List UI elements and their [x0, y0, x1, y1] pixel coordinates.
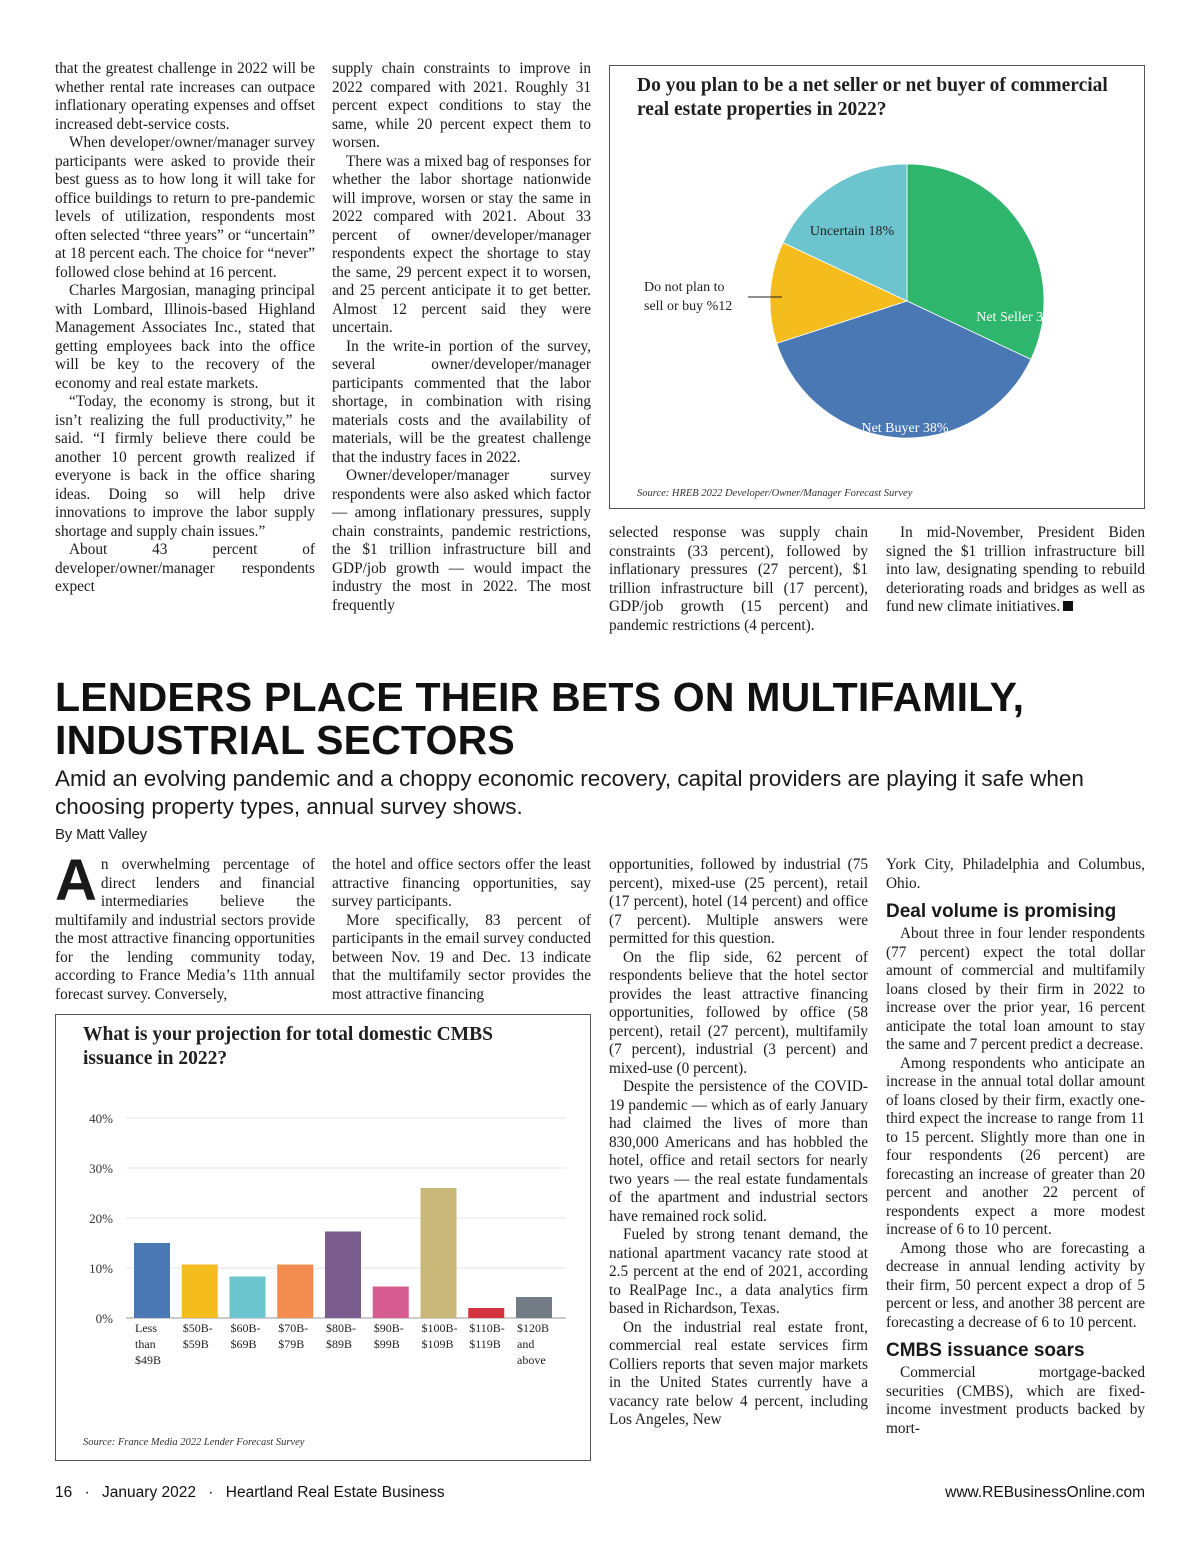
paragraph: Despite the persistence of the COVID-19 pandemic — which as of early January had claimed the lives of more than 830,000 Americans and has hobbled the hotel, office and retail sectors for nearly two years — the real estate fundamentals of the apartment and industrial sectors have remained rock solid.	[609, 1078, 868, 1225]
x-tick-label: $70B-$79B	[278, 1321, 309, 1351]
pie-chart	[610, 66, 1146, 486]
x-tick-label: $50B-$59B	[182, 1321, 213, 1351]
top-column-1	[55, 60, 315, 597]
paragraph: Among those who are forecasting a decrease in annual lending activity by their firm, 50 percent expect a drop of 5 percent or less, and another 38 percent are forecasting a decrease of 6 to 10 percent.	[886, 1239, 1145, 1331]
footer-separator: ·	[208, 1484, 214, 1501]
bar	[468, 1308, 504, 1318]
paragraph: selected response was supply chain constraints (33 percent), followed by inflationary pressures (27 percent), $1 trillion infrastructure bill (17 percent), GDP/job growth (15 percent) and pandemic restrictions (4 percent).	[609, 524, 868, 634]
bar	[325, 1232, 361, 1319]
pie-chart-source: Source: HREB 2022 Developer/Owner/Manager Forecast Survey	[637, 488, 913, 499]
x-tick-label: $120B and above	[517, 1321, 550, 1367]
subhead-deal-volume: Deal volume is promising	[886, 901, 1117, 922]
article-column-1	[55, 848, 315, 1004]
paragraph: supply chain constraints to improve in 2022 compared with 2021. Roughly 31 percent expect conditions to stay the same, while 20 percent expect them to worsen.	[332, 60, 591, 151]
y-tick-label: 40%	[89, 1111, 113, 1126]
bar	[230, 1277, 266, 1319]
bar-chart-source: Source: France Media 2022 Lender Forecast Survey	[83, 1437, 305, 1448]
paragraph: opportunities, followed by industrial (75 percent), mixed-use (25 percent), retail (17 percent), hotel (14 percent) and office (7 percent). Multiple answers were permitted for this question.	[609, 856, 868, 947]
paragraph-text: In mid-November, President Biden signed the $1 trillion infrastructure bill into law, designating spending to rebuild deteriorating roads and bridges as well as fund new climate initiatives.	[886, 524, 1145, 615]
end-mark-icon	[1063, 601, 1073, 611]
x-tick-label: Less than $49B	[135, 1321, 162, 1367]
paragraph: Commercial mortgage-backed securities (CMBS), which are fixed-income investment products backed by mort-	[886, 1364, 1145, 1437]
paragraph: the hotel and office sectors offer the least attractive financing opportunities, say survey participants.	[332, 856, 591, 910]
paragraph: that the greatest challenge in 2022 will be whether rental rate increases can outpace inflationary operating expenses and offset increased debt-service costs.	[55, 60, 315, 133]
y-tick-label: 0%	[95, 1311, 113, 1326]
paragraph	[886, 524, 1145, 617]
x-tick-label: $110B-$119B	[469, 1321, 505, 1351]
byline: By Matt Valley	[55, 826, 147, 843]
headline	[55, 676, 1155, 762]
paragraph	[55, 848, 315, 1004]
paragraph: When developer/owner/manager survey participants were asked to provide their best guess as to how long it will take for office buildings to return to pre-pandemic levels of utilization, respondents most often selected “three years” or “uncertain” at 18 percent each. The choice for “never” followed close behind at 16 percent.	[55, 134, 315, 281]
pie-chart-box	[609, 65, 1145, 509]
bar	[373, 1287, 409, 1319]
paragraph: York City, Philadelphia and Columbus, Ohio.	[886, 856, 1145, 892]
y-tick-label: 20%	[89, 1211, 113, 1226]
pie-label-net-seller: Net Seller 32%	[976, 310, 1062, 325]
y-tick-label: 10%	[89, 1261, 113, 1276]
deck: Amid an evolving pandemic and a choppy economic recovery, capital providers are playing it safe when choosing property types, annual survey shows.	[55, 766, 1084, 819]
paragraph: On the industrial real estate front, commercial real estate services firm Colliers reports that seven major markets in the United States currently have a vacancy rate below 4 percent, including Los Angeles, New	[609, 1318, 868, 1428]
article-column-4	[886, 856, 1145, 1438]
paragraph: About 43 percent of developer/owner/manager respondents expect	[55, 541, 315, 595]
paragraph: Fueled by strong tenant demand, the national apartment vacancy rate stood at 2.5 percent at the end of 2021, according to RealPage Inc., a data analytics firm based in Richardson, Texas.	[609, 1226, 868, 1317]
bar	[277, 1265, 313, 1319]
page-number: 16	[55, 1484, 73, 1501]
paragraph: There was a mixed bag of responses for whether the labor shortage nationwide will improve, worsen or stay the same in 2022 compared with 2021. About 33 percent of owner/developer/manager respondents expect the shortage to stay the same, 29 percent expect it to worsen, and 25 percent anticipate it to get better. Almost 12 percent said they were uncertain.	[332, 152, 591, 336]
bar	[516, 1297, 552, 1318]
x-tick-label: $60B-$69B	[230, 1321, 261, 1351]
headline-line-1: LENDERS PLACE THEIR BETS ON MULTIFAMILY,	[55, 674, 1025, 720]
paragraph: “Today, the economy is strong, but it isn’t realizing the full productivity,” he said. “I firmly believe there could be another 10 percent growth realized if everyone is back in the office sharing ideas. Doing so will help drive innovations to improve the labor supply shortage and supply chain issues.”	[55, 393, 315, 540]
pie-callout-line-2: sell or buy %12	[644, 299, 733, 314]
pie-label-net-buyer: Net Buyer 38%	[861, 421, 949, 436]
article-column-3	[609, 856, 868, 1430]
headline-line-2: INDUSTRIAL SECTORS	[55, 717, 515, 763]
top-column-4	[886, 524, 1145, 617]
pie-chart-title: Do you plan to be a net seller or net buyer of commercial real estate properties in 2022?	[637, 75, 1108, 120]
paragraph: About three in four lender respondents (77 percent) expect the total dollar amount of commercial and multifamily loans closed by their firm in 2022 to increase over the prior year, 16 percent anticipate the total loan amount to stay the same and 7 percent predict a decrease.	[886, 925, 1145, 1053]
paragraph: In the write-in portion of the survey, several owner/developer/manager participants commented that the labor shortage, in combination with rising materials costs and the availability of materials, will be the greatest challenge that the industry faces in 2022.	[332, 337, 591, 466]
paragraph: Charles Margosian, managing principal with Lombard, Illinois-based Highland Management Associates Inc., stated that getting employees back into the office will be key to the recovery of the economy and real estate markets.	[55, 282, 315, 392]
paragraph: Among respondents who anticipate an increase in the annual total dollar amount of loans closed by their firm, exactly one-third expect the increase to range from 11 to 15 percent. Slightly more than one in four respondents (26 percent) are forecasting an increase of greater than 20 percent and another 22 percent of respondents expect a more modest increase of 6 to 10 percent.	[886, 1054, 1145, 1238]
bar	[134, 1243, 170, 1318]
x-tick-label: $80B-$89B	[326, 1321, 356, 1351]
bar-chart	[56, 1015, 592, 1415]
article-column-2	[332, 856, 591, 1004]
bar-chart-title: What is your projection for total domestic CMBS issuance in 2022?	[83, 1024, 494, 1069]
bar	[421, 1188, 457, 1318]
bar-chart-box	[55, 1014, 591, 1461]
y-tick-label: 30%	[89, 1161, 113, 1176]
website-link[interactable]: www.REBusinessOnline.com	[945, 1484, 1145, 1501]
footer-separator: ·	[84, 1484, 90, 1501]
footer-left	[55, 1484, 445, 1502]
subhead-cmbs: CMBS issuance soars	[886, 1340, 1085, 1361]
top-column-2	[332, 60, 591, 615]
issue-date: January 2022	[102, 1484, 196, 1501]
x-tick-label: $90B-$99B	[373, 1321, 404, 1351]
paragraph-text: n overwhelming percentage of direct lenders and financial intermediaries believe the multifamily and industrial sectors provide the most attractive financing opportunities for the lending community today, according to France Media’s 11th annual forecast survey. Conversely,	[55, 856, 315, 1003]
pie-label-uncertain: Uncertain 18%	[809, 224, 895, 239]
dropcap: A	[55, 848, 97, 913]
pie-callout-line-1: Do not plan to	[644, 280, 725, 295]
top-column-3	[609, 524, 868, 635]
publication-name: Heartland Real Estate Business	[225, 1484, 445, 1501]
paragraph: More specifically, 83 percent of participants in the email survey conducted between Nov. 19 and Dec. 13 indicate that the multifamily sector provides the most attractive financing	[332, 911, 591, 1003]
pie-callout-text	[644, 278, 732, 316]
paragraph: On the flip side, 62 percent of respondents believe that the hotel sector provides the least attractive financing opportunities, followed by office (58 percent), retail (27 percent), multifamily (7 percent), industrial (3 percent) and mixed-use (0 percent).	[609, 948, 868, 1077]
x-tick-label: $100B-$109B	[421, 1321, 458, 1351]
paragraph: Owner/developer/manager survey respondents were also asked which factor — among inflationary pressures, supply chain constraints, pandemic restrictions, the $1 trillion infrastructure bill and GDP/job growth — would impact the industry the most in 2022. The most frequently	[332, 467, 591, 614]
bar	[182, 1265, 218, 1319]
